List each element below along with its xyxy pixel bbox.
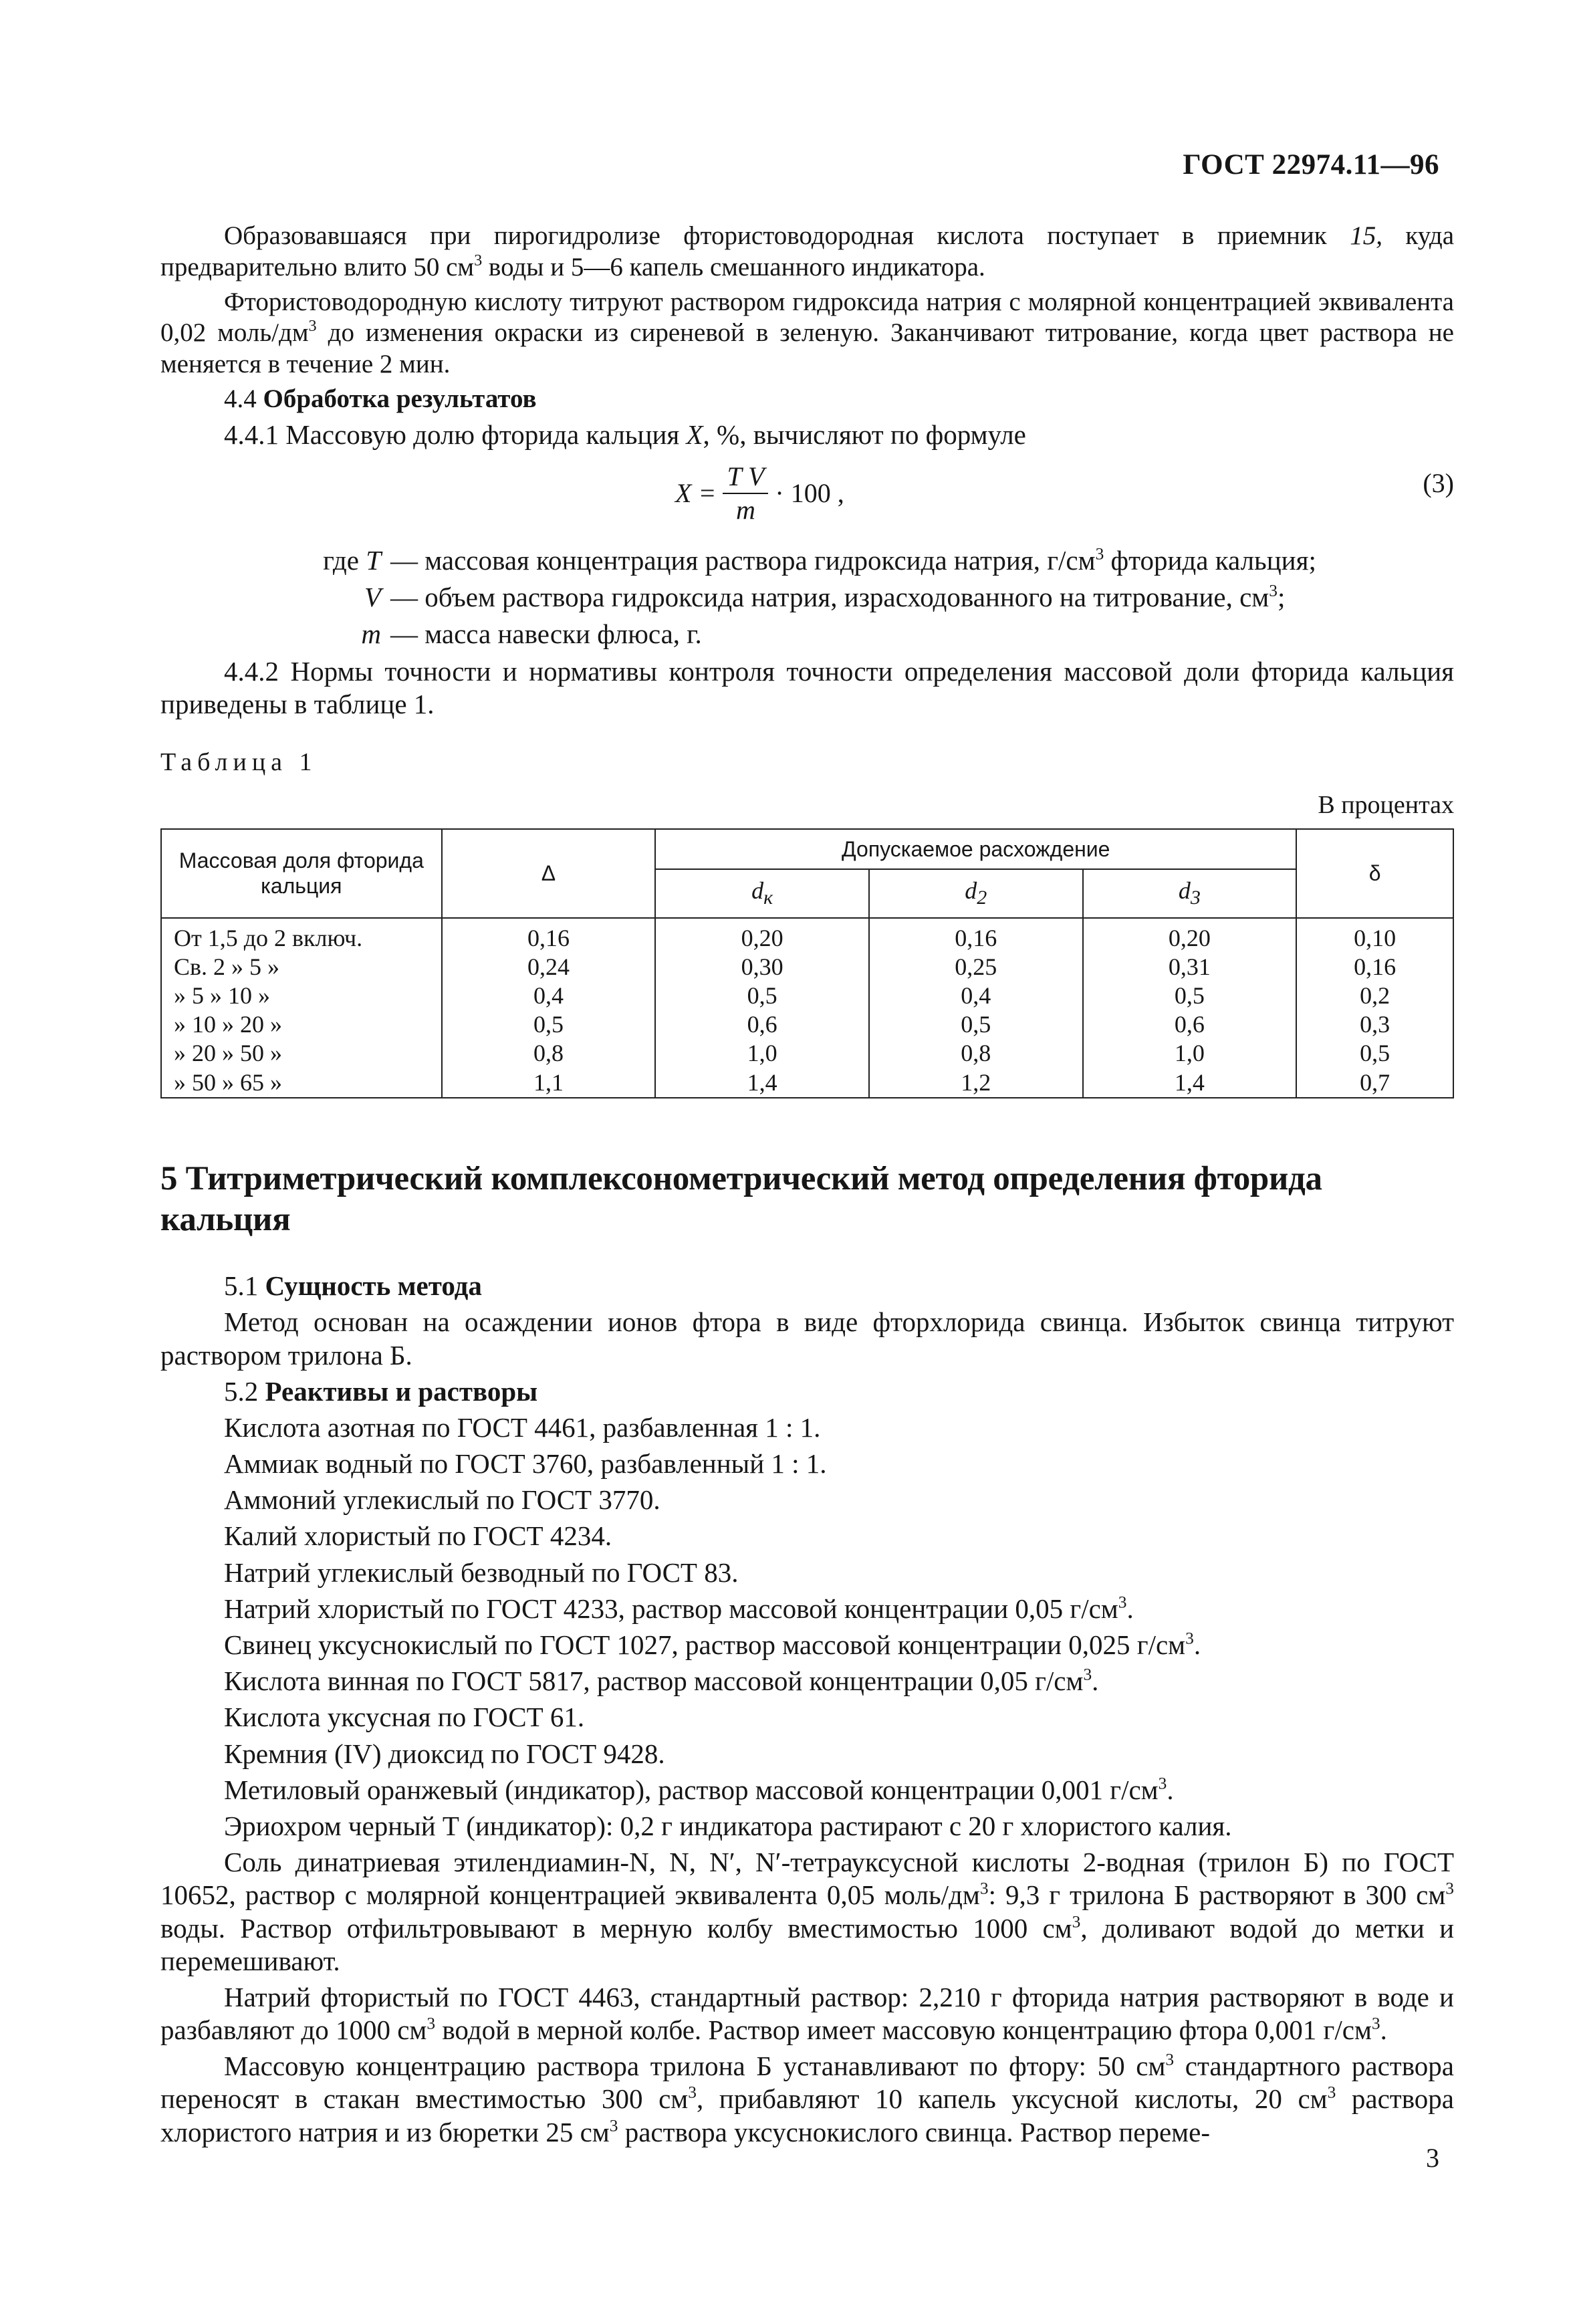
- paragraph-titration: Фтористоводородную кислоту титруют раствором гидроксида натрия с молярной концентрацией эквивалента 0,02 моль/$дм^3$ до изменения окраски из сиреневой в зеленую. Заканчивают титрование, когда цвет раствора не меняется в течение 2 мин.: [160, 287, 1454, 379]
- paragraph-4-4-1: 4.4.1 Массовую долю фторида кальция X, %, вычисляют по формуле: [224, 419, 1026, 450]
- table-cell: 0,16: [869, 918, 1083, 953]
- table-row: [161, 1039, 1453, 1068]
- table-row: [161, 953, 1453, 981]
- paragraph-trilon: Соль динатриевая этилендиамин-N, N, N′, N′-тетрауксусной кислоты 2-водная (трилон Б) по ГОСТ 10652, раствор с молярной концентрацией эквивалента 0,05 моль/$дм^3$: 9,3 г трилона Б растворяют в 300 $см^3$ воды. Раствор отфильтровывают в мерную колбу вместимостью 1000 $см^3$, доливают водой до метки и перемешивают.: [160, 1847, 1455, 1976]
- paragraph-standardization: Массовую концентрацию раствора трилона Б устанавливают по фтору: 50 $см^3$ стандартного раствора переносят в стакан вместимостью 300 $см^3$, прибавляют 10 капель уксусной кислоты, 20 $см^3$ раствора хлористого натрия и из бюретки 25 $см^3$ раствора уксуснокислого свинца. Раствор переме-: [160, 2050, 1455, 2147]
- header-allowed-discrepancy: Допускаемое расхождение: [655, 829, 1296, 869]
- paragraph-method-essence: Метод основан на осаждении ионов фтора в виде фторхлорида свинца. Избыток свинца титруют раствором трилона Б.: [160, 1306, 1454, 1371]
- subsection-5-1-heading: 5.1 Сущность метода: [224, 1270, 482, 1302]
- table-cell: 0,8: [442, 1039, 656, 1068]
- table-cell: » 5 » 10 »: [161, 981, 442, 1010]
- reagent-item: Аммиак водный по ГОСТ 3760, разбавленный 1 : 1.: [224, 1448, 827, 1480]
- table-cell: » 10 » 20 »: [161, 1010, 442, 1039]
- table-cell: 0,10: [1296, 918, 1453, 953]
- table-cell: 1,0: [655, 1039, 869, 1068]
- table-cell: 0,24: [442, 953, 656, 981]
- subsection-5-2-heading: 5.2 Реактивы и растворы: [224, 1375, 538, 1407]
- table-caption: Таблица 1: [160, 747, 318, 776]
- formula-fraction: $\frac{\text{T V}}{m}$: [723, 461, 768, 526]
- table-cell: 1,2: [869, 1068, 1083, 1098]
- reagent-item: Кислота уксусная по ГОСТ 61.: [224, 1702, 585, 1733]
- table-cell: 0,3: [1296, 1010, 1453, 1039]
- reagent-item: Кислота винная по ГОСТ 5817, раствор массовой концентрации 0,05 $г/см^3$.: [224, 1665, 1099, 1697]
- document-body: [160, 221, 1454, 2152]
- table-cell: » 20 » 50 »: [161, 1039, 442, 1068]
- table-cell: 0,5: [1083, 981, 1297, 1010]
- section-5-heading: 5 Титриметрический комплексонометрический метод определения фторида кальция: [160, 1159, 1322, 1238]
- header-mass-fraction: Массовая доля фторида кальция: [161, 829, 442, 918]
- table-cell: 0,7: [1296, 1068, 1453, 1098]
- table-cell: 0,5: [869, 1010, 1083, 1039]
- table-cell: 0,2: [1296, 981, 1453, 1010]
- table-cell: 1,0: [1083, 1039, 1297, 1068]
- table-cell: 0,5: [442, 1010, 656, 1039]
- reagent-item: Калий хлористый по ГОСТ 4234.: [224, 1520, 612, 1552]
- table-cell: 1,4: [655, 1068, 869, 1098]
- header-d3: $d_3$: [1083, 869, 1297, 917]
- formula-legend: [160, 544, 1454, 651]
- table-cell: 0,6: [1083, 1010, 1297, 1039]
- formula-3: [160, 461, 1454, 538]
- legend-row-T: где T — массовая концентрация раствора гидроксида натрия, $г/см^3$ фторида кальция;: [323, 544, 1316, 576]
- section-5-body: [160, 1270, 1454, 2149]
- legend-row-V: V — объем раствора гидроксида натрия, израсходованного на титрование, $см^3$;: [364, 581, 1286, 613]
- table-row: [161, 918, 1453, 953]
- accuracy-table: [160, 828, 1454, 1098]
- table-cell: » 50 » 65 »: [161, 1068, 442, 1098]
- table-cell: 0,16: [442, 918, 656, 953]
- table-cell: 0,16: [1296, 953, 1453, 981]
- table-cell: 0,25: [869, 953, 1083, 981]
- reagent-item: Кислота азотная по ГОСТ 4461, разбавленная 1 : 1.: [224, 1411, 821, 1443]
- paragraph-sodium-fluoride: Натрий фтористый по ГОСТ 4463, стандартный раствор: 2,210 г фторида натрия растворяют в воде и разбавляют до 1000 $см^3$ водой в мерной колбе. Раствор имеет массовую концентрацию фтора 0,001 $г/см^3$.: [160, 1981, 1454, 2046]
- reagent-item: Натрий хлористый по ГОСТ 4233, раствор массовой концентрации 0,05 $г/см^3$.: [224, 1593, 1134, 1624]
- table-units: В процентах: [1318, 790, 1454, 819]
- table-cell: Св. 2 » 5 »: [161, 953, 442, 981]
- paragraph-hf-receiver: Образовавшаяся при пирогидролизе фтористоводородная кислота поступает в приемник 15, куда предварительно влито 50 $см^3$ воды и 5—6 капель смешанного индикатора.: [160, 221, 1454, 281]
- reagent-indicator-eriochrome: Эриохром черный Т (индикатор): 0,2 г индикатора растирают с 20 г хлористого калия.: [224, 1810, 1232, 1841]
- header-small-delta: δ: [1296, 829, 1453, 918]
- table-cell: 1,1: [442, 1068, 656, 1098]
- header-delta: Δ: [442, 829, 656, 918]
- header-d2: $d_2$: [869, 869, 1083, 917]
- table-row: [161, 981, 1453, 1010]
- table-cell: 0,8: [869, 1039, 1083, 1068]
- table-cell: 1,4: [1083, 1068, 1297, 1098]
- reagent-item: Натрий углекислый безводный по ГОСТ 83.: [224, 1556, 739, 1588]
- table-row: [161, 1010, 1453, 1039]
- table-cell: От 1,5 до 2 включ.: [161, 918, 442, 953]
- header-dk: $d_к$: [655, 869, 869, 917]
- legend-row-m: m — масса навески флюса, г.: [361, 618, 702, 650]
- reagent-item: Свинец уксуснокислый по ГОСТ 1027, раствор массовой концентрации 0,025 $г/см^3$.: [224, 1629, 1201, 1661]
- reagent-item: Кремния (IV) диоксид по ГОСТ 9428.: [224, 1738, 665, 1769]
- page-number: 3: [1426, 2143, 1439, 2173]
- table-cell: 0,20: [655, 918, 869, 953]
- reagent-indicator-methyl-orange: Метиловый оранжевый (индикатор), раствор массовой концентрации 0,001 $г/см^3$.: [224, 1774, 1174, 1805]
- table-cell: 0,30: [655, 953, 869, 981]
- table-cell: 0,5: [1296, 1039, 1453, 1068]
- reagent-item: Аммоний углекислый по ГОСТ 3770.: [224, 1484, 660, 1516]
- table-cell: 0,4: [442, 981, 656, 1010]
- table-cell: 0,6: [655, 1010, 869, 1039]
- document-header: ГОСТ 22974.11—96: [1183, 149, 1439, 181]
- formula-number: (3): [1423, 467, 1454, 498]
- table-cell: 0,4: [869, 981, 1083, 1010]
- formula-expression: X = $\frac{\text{T V}}{m}$ · 100 ,: [675, 461, 844, 525]
- table-cell: 0,31: [1083, 953, 1297, 981]
- table-row: [161, 1068, 1453, 1098]
- table-cell: 0,5: [655, 981, 869, 1010]
- paragraph-4-4-2: 4.4.2 Нормы точности и нормативы контроля точности определения массовой доли фторида кальция приведены в таблице 1.: [160, 655, 1454, 719]
- subsection-4-4-heading: 4.4 Обработка результатов: [224, 384, 537, 413]
- table-cell: 0,20: [1083, 918, 1297, 953]
